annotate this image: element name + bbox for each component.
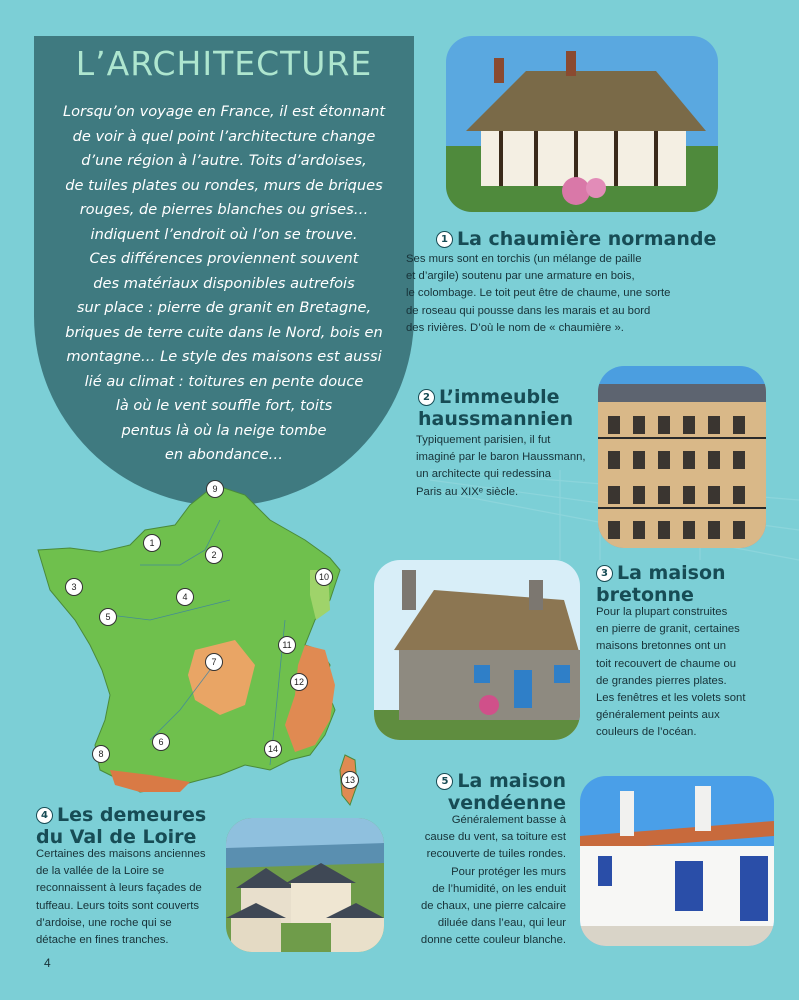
text-line: Pour la plupart construites [596,606,728,618]
section-title-text: haussmannien [418,408,574,430]
intro-line: indiquent l’endroit où l’on se trouve. [90,225,358,243]
intro-text [48,100,400,468]
section-title-5 [420,770,566,814]
section-title-text: La maison [457,770,566,792]
map-marker-2: 2 [205,546,223,564]
text-line: donne cette couleur blanche. [420,934,566,947]
text-line: de chaux, une pierre calcaire [420,900,566,913]
section-number-badge: 4 [36,807,53,824]
section-title-text: vendéenne [447,792,566,814]
map-marker-9: 9 [206,480,224,498]
photo-demeures-val-de-loire [226,818,384,952]
text-line: tuffeau. Leurs toits sont couverts [36,899,200,912]
text-line: détache en fines tranches. [36,934,169,947]
intro-line: de voir à quel point l’architecture change [72,127,376,145]
intro-line: pentus là où la neige tombe [121,421,327,439]
text-line: toit recouvert de chaume ou [596,657,737,670]
section-title-2 [418,386,573,430]
text-line: de la vallée de la Loire se [36,865,165,878]
text-line: un architecte qui redessina [416,468,552,481]
text-line: Pour protéger les murs [451,865,566,878]
section-number-badge: 5 [436,773,453,790]
photo-maison-vendeenne [580,776,774,946]
map-marker-6: 6 [152,733,170,751]
map-marker-12: 12 [290,673,308,691]
page-title: L’ARCHITECTURE [75,44,373,83]
text-line: de grandes pierres plates. [596,674,727,687]
intro-line: montagne… Le style des maisons est aussi [66,348,382,365]
map-marker-11: 11 [278,636,296,654]
text-line: et d’argile) soutenu par une armature en bois, [406,270,635,283]
text-line: des rivières. D’où le nom de « chaumière ». [406,321,624,334]
section-number-badge: 1 [436,231,453,248]
section-text-5 [386,812,566,950]
intro-line: rouges, de pierres blanches ou grises… [79,201,369,218]
text-line: le colombage. Le toit peut être de chaume, une sorte [406,287,671,300]
text-line: recouverte de tuiles rondes. [426,848,566,861]
map-marker-5: 5 [99,608,117,626]
text-line: Ses murs sont en torchis (un mélange de paille [406,253,642,265]
map-marker-13: 13 [341,771,359,789]
text-line: diluée dans l’eau, qui leur [437,917,566,930]
section-title-text: La maison [617,562,726,584]
section-text-3 [596,604,796,742]
section-text-1 [406,251,736,337]
text-line: imaginé par le baron Haussmann, [416,451,586,464]
section-title-text: La chaumière normande [457,228,717,250]
text-line: cause du vent, sa toiture est [424,831,566,844]
section-title-1 [436,228,716,250]
text-line: couleurs de l’océan. [596,726,697,739]
map-marker-10: 10 [315,568,333,586]
text-line: de roseau qui pousse dans les marais et au bord [406,304,651,317]
map-marker-14: 14 [264,740,282,758]
map-marker-3: 3 [65,578,83,596]
intro-line: des matériaux disponibles autrefois [93,274,355,292]
section-text-4 [36,846,226,949]
intro-line: Lorsqu’on voyage en France, il est étonnant [62,103,386,120]
intro-line: d’une région à l’autre. Toits d’ardoises, [81,152,367,169]
text-line: maisons bretonnes ont un [596,640,726,653]
page-number: 4 [44,956,51,970]
section-title-text: Les demeures [57,804,207,826]
text-line: Paris au XIXᵉ siècle. [416,485,519,498]
text-line: Typiquement parisien, il fut [416,434,551,446]
text-line: généralement peints aux [596,709,720,722]
section-title-4 [36,804,206,848]
france-relief-map [30,470,370,810]
text-line: d’ardoise, une roche qui se [36,916,172,929]
intro-line: là où le vent souffle fort, toits [115,397,333,414]
section-title-3 [596,562,726,606]
photo-maison-bretonne [374,560,580,740]
intro-line: de tuiles plates ou rondes, murs de briques [65,176,383,194]
section-text-2 [416,432,596,501]
section-title-text: du Val de Loire [36,826,197,848]
text-line: reconnaissent à leurs façades de [36,882,202,895]
intro-line: en abondance… [164,446,284,463]
map-marker-7: 7 [205,653,223,671]
intro-line: lié au climat : toitures en pente douce [84,372,364,390]
section-number-badge: 3 [596,565,613,582]
section-title-text: bretonne [596,584,694,606]
section-number-badge: 2 [418,389,435,406]
text-line: en pierre de granit, certaines [596,623,740,636]
intro-line: Ces différences proviennent souvent [89,250,359,267]
text-line: Généralement basse à [451,814,566,826]
text-line: Certaines des maisons anciennes [36,848,206,860]
intro-line: briques de terre cuite dans le Nord, bois en [65,323,383,341]
text-line: de l’humidité, on les enduit [432,882,566,895]
photo-chaumiere-normande [446,36,718,212]
map-marker-8: 8 [92,745,110,763]
intro-line: sur place : pierre de granit en Bretagne, [76,299,372,316]
map-marker-1: 1 [143,534,161,552]
section-title-text: L’immeuble [439,386,560,408]
map-marker-4: 4 [176,588,194,606]
photo-immeuble-haussmannien [598,366,766,548]
text-line: Les fenêtres et les volets sont [596,692,746,705]
